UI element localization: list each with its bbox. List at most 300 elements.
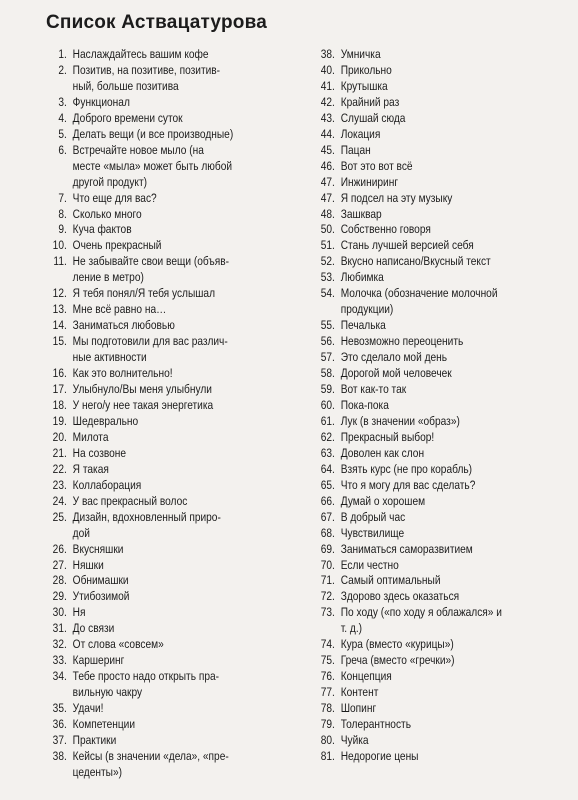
item-number: 76. [320,669,335,684]
list-item [50,334,315,366]
item-text [73,462,315,478]
list-right-column [313,47,578,765]
item-number: 9. [58,222,67,237]
list-item [50,733,315,749]
list-item [50,749,315,781]
item-number: 47. [320,174,335,189]
item-number: 8. [58,206,67,221]
list-item [50,462,315,478]
item-text [73,621,315,637]
page-title: Список Аствацатурова [46,12,267,33]
item-text-line: Заниматься любовью [72,318,175,333]
item-text-line: Пока-пока [340,397,389,412]
item-text-line: Лук (в значении «образ») [340,413,460,428]
item-number: 75. [320,653,335,668]
item-number: 41. [320,78,335,93]
item-number: 11. [53,254,67,269]
item-text [341,717,578,733]
item-text [341,270,578,286]
item-number: 45. [320,142,335,157]
list-item [50,653,315,669]
item-text [73,558,315,574]
item-text [341,558,578,574]
list-item [313,526,578,542]
item-text [341,111,578,127]
item-text [341,542,578,558]
item-number: 25. [52,509,67,524]
item-number: 47. [320,190,335,205]
item-text [341,207,578,223]
item-text-line: Чувствилище [340,525,405,540]
item-number: 78. [320,701,335,716]
item-number: 33. [52,653,67,668]
list-item [50,63,315,95]
item-text-line: Взять курс (не про корабль) [340,461,473,476]
item-text-line: Пацан [340,142,371,157]
item-number: 30. [52,605,67,620]
item-text-line: Встречайте новое мыло (на [72,142,204,157]
item-text-line: Стань лучшей версией себя [340,238,474,253]
item-text-line: Крутышка [340,78,388,93]
item-number: 60. [320,397,335,412]
list-item [313,446,578,462]
item-number: 73. [320,605,335,620]
item-text-line: Вкусняшки [72,541,124,556]
item-text-line: Прикольно [340,62,392,77]
item-number: 21. [52,445,67,460]
item-text-line: Практики [72,732,117,747]
list-item [313,95,578,111]
item-text-line: Каршеринг [72,653,125,668]
item-text [73,717,315,733]
item-text [341,350,578,366]
item-text-line: Самый оптимальный [340,573,441,588]
item-number: 31. [52,621,67,636]
item-text [341,63,578,79]
list-item [313,717,578,733]
item-text-line: Удачи! [72,701,104,716]
item-text-line: Мне всё равно на… [72,302,167,317]
list-item [50,669,315,701]
item-text [341,637,578,653]
item-text [73,573,315,589]
item-number: 38. [320,47,335,61]
list-item [313,733,578,749]
list-item [313,270,578,286]
item-text [341,685,578,701]
item-number: 7. [58,190,67,205]
item-text [73,605,315,621]
list-item [50,701,315,717]
list-item [313,589,578,605]
item-text-line: Концепция [340,669,392,684]
item-text-line: Печалька [340,318,386,333]
item-text [341,526,578,542]
item-text [341,47,578,63]
item-number: 15. [52,334,67,349]
item-text-line: другой продукт) [72,174,148,189]
list-item [313,542,578,558]
list-item [50,207,315,223]
item-text [341,430,578,446]
item-text-line: Кура (вместо «курицы») [340,637,454,652]
item-text [73,542,315,558]
list-item [313,494,578,510]
item-text [73,701,315,717]
item-text-line: Доволен как слон [340,445,425,460]
item-text [73,334,315,366]
item-text [73,414,315,430]
item-number: 53. [320,270,335,285]
item-text-line: В добрый час [340,509,406,524]
list-item [313,430,578,446]
item-text [341,701,578,717]
item-number: 36. [52,717,67,732]
item-text-line: Локация [340,126,381,141]
list-item [50,478,315,494]
list-item [313,685,578,701]
item-number: 37. [52,732,67,747]
item-text-line: Прекрасный выбор! [340,429,435,444]
item-number: 1. [58,47,67,61]
item-text-line: Няшки [72,557,104,572]
item-text-line: Вот как-то так [340,382,407,397]
list-item [313,47,578,63]
item-number: 10. [52,238,67,253]
item-number: 79. [320,717,335,732]
list-item [313,414,578,430]
item-text-line: Вот это вот всё [340,158,413,173]
list-item [313,318,578,334]
item-text-line: Я такая [72,461,109,476]
item-text [73,63,315,95]
item-text-line: Что еще для вас? [72,190,157,205]
item-number: 32. [52,637,67,652]
item-text [73,510,315,542]
item-text-line: месте «мыла» может быть любой [72,158,233,173]
item-text [73,653,315,669]
list-item [313,605,578,637]
list-item [50,605,315,621]
item-number: 14. [52,318,67,333]
item-text-line: По ходу («по ходу я облажался» и [340,605,502,620]
list-item [50,111,315,127]
item-text [73,733,315,749]
list-item [313,573,578,589]
list-item [313,558,578,574]
item-text [341,79,578,95]
list-item [50,542,315,558]
item-number: 67. [320,509,335,524]
item-text-line: Шедеврально [72,413,139,428]
item-text [341,478,578,494]
list-item [313,669,578,685]
item-text-line: Крайний раз [340,94,400,109]
item-text-line: ление в метро) [72,270,144,285]
item-number: 42. [320,94,335,109]
list-item [50,127,315,143]
list-item [313,334,578,350]
item-text-line: Позитив, на позитиве, позитив- [72,62,221,77]
item-number: 65. [320,477,335,492]
item-text [73,637,315,653]
list-item [313,350,578,366]
item-number: 35. [52,701,67,716]
list-item [50,414,315,430]
item-text [341,127,578,143]
list-item [50,398,315,414]
list-item [313,462,578,478]
item-number: 34. [52,669,67,684]
item-number: 29. [52,589,67,604]
item-number: 38. [52,748,67,763]
item-number: 64. [320,461,335,476]
item-text [341,462,578,478]
list-item [313,653,578,669]
item-number: 24. [52,493,67,508]
item-text [341,510,578,526]
item-text [73,366,315,382]
item-text-line: Думай о хорошем [340,493,426,508]
item-text-line: Очень прекрасный [72,238,162,253]
item-text-line: Я подсел на эту музыку [340,190,453,205]
item-text-line: Милота [72,429,109,444]
list-item [313,191,578,207]
item-text-line: дой [72,525,90,540]
item-text [341,191,578,207]
item-number: 17. [52,382,67,397]
item-number: 51. [320,238,335,253]
item-text-line: продукции) [340,302,394,317]
list-item [313,79,578,95]
list-item [313,254,578,270]
item-text [341,446,578,462]
item-text [73,589,315,605]
item-number: 4. [58,110,67,125]
item-text [341,573,578,589]
item-text [73,286,315,302]
list-item [50,318,315,334]
item-number: 18. [52,397,67,412]
item-text-line: Дорогой мой человечек [340,366,452,381]
item-number: 43. [320,110,335,125]
item-number: 52. [320,254,335,269]
list-item [50,510,315,542]
item-number: 13. [52,302,67,317]
item-text [341,318,578,334]
item-text-line: Обнимашки [72,573,129,588]
item-number: 70. [320,557,335,572]
list-item [50,573,315,589]
item-text-line: ные активности [72,350,147,365]
list-item [50,558,315,574]
item-number: 40. [320,62,335,77]
item-text [73,669,315,701]
list-item [50,238,315,254]
item-text [341,653,578,669]
item-text-line: Куча фактов [72,222,132,237]
item-number: 16. [52,366,67,381]
item-text [73,382,315,398]
item-text-line: Делать вещи (и все производные) [72,126,234,141]
list-item [50,254,315,286]
item-text-line: Вкусно написано/Вкусный текст [340,254,491,269]
item-number: 59. [320,382,335,397]
item-number: 57. [320,350,335,365]
item-text-line: Сколько много [72,206,142,221]
item-number: 61. [320,413,335,428]
item-number: 81. [320,748,335,763]
item-text-line: т. д.) [340,621,363,636]
item-text-line: цеденты») [72,764,122,779]
list-item [50,621,315,637]
item-text-line: Функционал [72,94,130,109]
item-text [341,398,578,414]
item-text-line: До связи [72,621,115,636]
item-text [73,494,315,510]
item-number: 19. [52,413,67,428]
item-text [73,749,315,781]
list-item [313,222,578,238]
list-left-column [50,47,315,781]
item-number: 77. [320,685,335,700]
list-item [50,222,315,238]
item-text [341,382,578,398]
item-text [73,478,315,494]
item-number: 2. [58,62,67,77]
item-number: 23. [52,477,67,492]
item-number: 69. [320,541,335,556]
item-text-line: Как это волнительно! [72,366,173,381]
item-number: 68. [320,525,335,540]
item-text [341,334,578,350]
item-text [341,605,578,637]
item-text-line: Невозможно переоценить [340,334,464,349]
item-text-line: Зашквар [340,206,382,221]
list-item [313,238,578,254]
list-item [50,382,315,398]
item-number: 22. [52,461,67,476]
item-text [73,430,315,446]
item-text-line: Кейсы (в значении «дела», «пре- [72,748,229,763]
list-item [313,366,578,382]
item-text-line: Греча (вместо «гречки») [340,653,455,668]
item-number: 71. [320,573,335,588]
item-number: 54. [320,286,335,301]
item-text [341,749,578,765]
item-text [73,143,315,191]
list-item [50,302,315,318]
item-text [73,111,315,127]
item-number: 58. [320,366,335,381]
list-item [313,143,578,159]
list-item [50,143,315,191]
item-text [341,222,578,238]
item-number: 20. [52,429,67,444]
item-text-line: Компетенции [72,717,136,732]
list-item [50,191,315,207]
list-item [313,637,578,653]
item-text-line: Если честно [340,557,399,572]
item-text [341,254,578,270]
item-text [341,95,578,111]
item-number: 6. [58,142,67,157]
item-text [341,733,578,749]
item-text-line: Недорогие цены [340,748,419,763]
item-number: 50. [320,222,335,237]
list-item [313,175,578,191]
item-text [73,207,315,223]
list-item [313,207,578,223]
list-item [50,717,315,733]
list-item [313,749,578,765]
item-text [341,238,578,254]
item-text-line: У него/у нее такая энергетика [72,397,214,412]
item-text-line: Я тебя понял/Я тебя услышал [72,286,216,301]
item-number: 12. [52,286,67,301]
item-number: 80. [320,732,335,747]
item-text-line: Ня [72,605,86,620]
list-item [313,159,578,175]
item-number: 5. [58,126,67,141]
item-text-line: Молочка (обозначение молочной [340,286,498,301]
item-text-line: Не забывайте свои вещи (объяв- [72,254,229,269]
item-text-line: Любимка [340,270,384,285]
item-text-line: Что я могу для вас сделать? [340,477,476,492]
list-item [313,127,578,143]
item-text-line: Шопинг [340,701,377,716]
item-text [73,95,315,111]
item-text [341,286,578,318]
item-text [73,302,315,318]
item-text-line: Чуйка [340,732,369,747]
item-text [73,398,315,414]
list-item [50,446,315,462]
item-text [73,254,315,286]
list-item [313,382,578,398]
item-number: 3. [58,94,67,109]
item-text [341,143,578,159]
item-text-line: Умничка [340,47,381,61]
item-text-line: Доброго времени суток [72,110,183,125]
item-text-line: Контент [340,685,379,700]
list-item [313,478,578,494]
item-text-line: вильную чакру [72,685,143,700]
list-item [50,430,315,446]
list-item [50,95,315,111]
item-text-line: Тебе просто надо открыть пра- [72,669,220,684]
item-text [73,238,315,254]
item-text-line: Здорово здесь оказаться [340,589,460,604]
item-number: 74. [320,637,335,652]
item-number: 66. [320,493,335,508]
list-item [313,510,578,526]
item-text-line: Коллаборация [72,477,142,492]
item-number: 28. [52,573,67,588]
item-number: 56. [320,334,335,349]
item-text-line: Это сделало мой день [340,350,448,365]
item-number: 44. [320,126,335,141]
item-text-line: От слова «совсем» [72,637,164,652]
item-number: 62. [320,429,335,444]
list-item [50,286,315,302]
list-item [50,47,315,63]
item-text-line: Толерантность [340,717,411,732]
item-text-line: Слушай сюда [340,110,406,125]
item-text [73,47,315,63]
item-text [341,494,578,510]
item-text [73,318,315,334]
